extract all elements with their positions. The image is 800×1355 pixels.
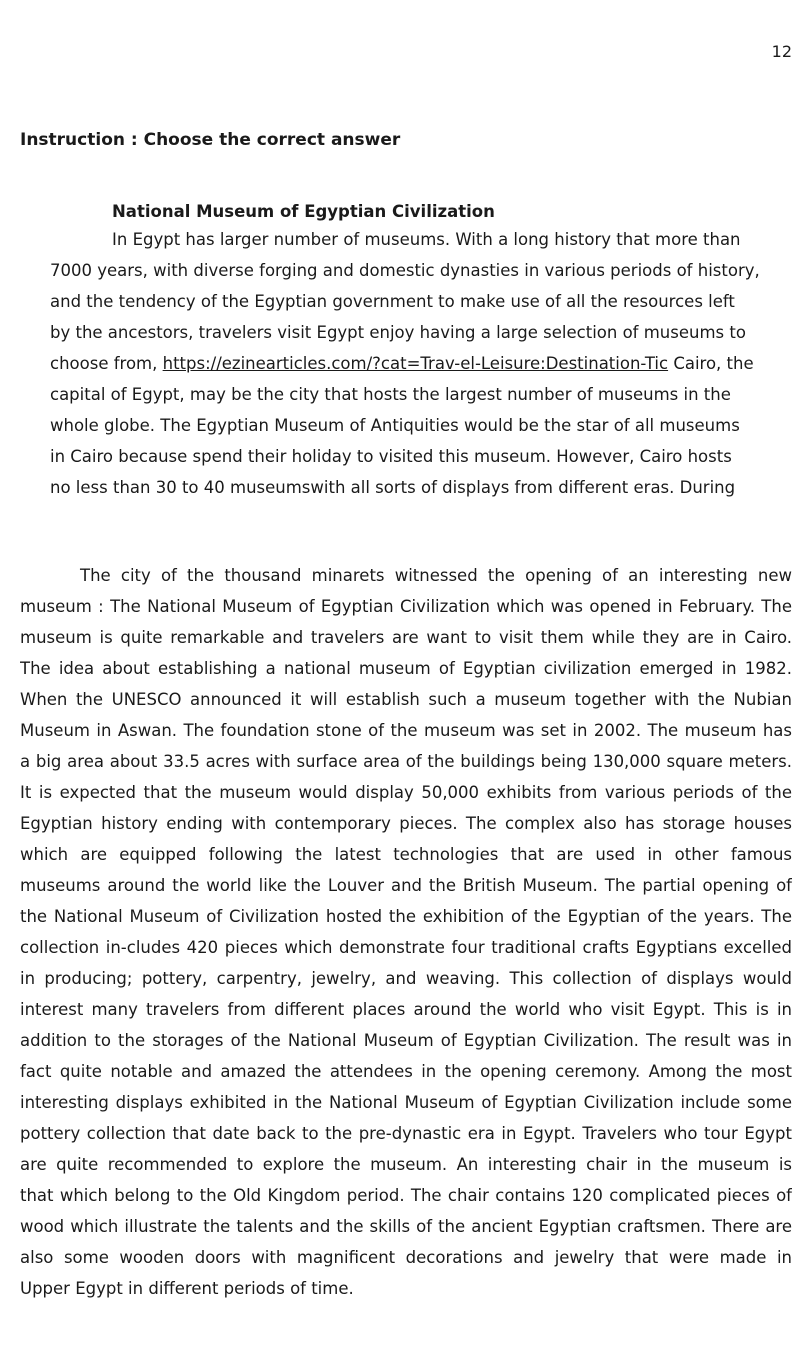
excerpt-line: 7000 years, with diverse forging and domestic dynasties in various periods of history, bbox=[50, 261, 760, 280]
excerpt-line: capital of Egypt, may be the city that hosts the largest number of museums in the bbox=[50, 385, 731, 404]
paragraph-line: also some wooden doors with magnificent decorations and jewelry that were made in bbox=[20, 1248, 792, 1267]
paragraph-line: a big area about 33.5 acres with surface area of the buildings being 130,000 square meters. bbox=[20, 752, 792, 771]
passage-excerpt-lines bbox=[50, 224, 760, 503]
excerpt-line bbox=[50, 348, 760, 379]
paragraph-line: are quite recommended to explore the museum. An interesting chair in the museum is bbox=[20, 1155, 792, 1174]
paragraph-line: museum is quite remarkable and travelers are want to visit them while they are in Cairo. bbox=[20, 628, 792, 647]
passage-title: National Museum of Egyptian Civilization bbox=[112, 202, 495, 221]
page-number: 12 bbox=[771, 42, 792, 61]
excerpt-text: Cairo, the bbox=[668, 354, 754, 373]
paragraph-line: It is expected that the museum would display 50,000 exhibits from various periods of the bbox=[20, 783, 792, 802]
paragraph-line: museum : The National Museum of Egyptian Civilization which was opened in February. The bbox=[20, 597, 792, 616]
excerpt-line: whole globe. The Egyptian Museum of Antiquities would be the star of all museums bbox=[50, 416, 740, 435]
paragraph-line: that which belong to the Old Kingdom period. The chair contains 120 complicated pieces of bbox=[20, 1186, 792, 1205]
excerpt-text: choose from, bbox=[50, 354, 163, 373]
paragraph-line: Egyptian history ending with contemporary pieces. The complex also has storage houses bbox=[20, 814, 792, 833]
excerpt-line: in Cairo because spend their holiday to visited this museum. However, Cairo hosts bbox=[50, 447, 732, 466]
paragraph-line: in producing; pottery, carpentry, jewelry, and weaving. This collection of displays would bbox=[20, 969, 792, 988]
paragraph-line: the National Museum of Civilization hosted the exhibition of the Egyptian of the years. The bbox=[20, 907, 792, 926]
excerpt-line: by the ancestors, travelers visit Egypt enjoy having a large selection of museums to bbox=[50, 323, 746, 342]
paragraph-line: addition to the storages of the National Museum of Egyptian Civilization. The result was in bbox=[20, 1031, 792, 1050]
paragraph-line: collection in-cludes 420 pieces which demonstrate four traditional crafts Egyptians excelled bbox=[20, 938, 792, 957]
passage-excerpt bbox=[50, 200, 760, 503]
paragraph-line: interesting displays exhibited in the National Museum of Egyptian Civilization include some bbox=[20, 1093, 792, 1112]
excerpt-line: no less than 30 to 40 museumswith all sorts of displays from different eras. During bbox=[50, 478, 736, 497]
main-passage bbox=[20, 560, 792, 1304]
paragraph-line: Museum in Aswan. The foundation stone of the museum was set in 2002. The museum has bbox=[20, 721, 792, 740]
paragraph-line: Upper Egypt in different periods of time. bbox=[20, 1279, 354, 1298]
source-link[interactable]: https://ezinearticles.com/?cat=Trav-el-Leisure:Destination-Tic bbox=[162, 354, 669, 373]
paragraph-line: wood which illustrate the talents and the skills of the ancient Egyptian craftsmen. There are bbox=[20, 1217, 792, 1236]
paragraph-line: When the UNESCO announced it will establish such a museum together with the Nubian bbox=[20, 690, 792, 709]
paragraph-line: which are equipped following the latest technologies that are used in other famous bbox=[20, 845, 792, 864]
paragraph-line: The city of the thousand minarets witnessed the opening of an interesting new bbox=[80, 566, 792, 585]
paragraph-line: The idea about establishing a national museum of Egyptian civilization emerged in 1982. bbox=[20, 659, 792, 678]
instruction-heading: Instruction : Choose the correct answer bbox=[20, 130, 401, 150]
paragraph-line: pottery collection that date back to the pre-dynastic era in Egypt. Travelers who tour Egypt bbox=[20, 1124, 792, 1143]
paragraph-line: fact quite notable and amazed the attendees in the opening ceremony. Among the most bbox=[20, 1062, 792, 1081]
excerpt-line: and the tendency of the Egyptian government to make use of all the resources left bbox=[50, 292, 735, 311]
paragraph-line: interest many travelers from different places around the world who visit Egypt. This is in bbox=[20, 1000, 792, 1019]
paragraph-line: museums around the world like the Louver and the British Museum. The partial opening of bbox=[20, 876, 792, 895]
excerpt-line: In Egypt has larger number of museums. With a long history that more than bbox=[112, 230, 741, 249]
